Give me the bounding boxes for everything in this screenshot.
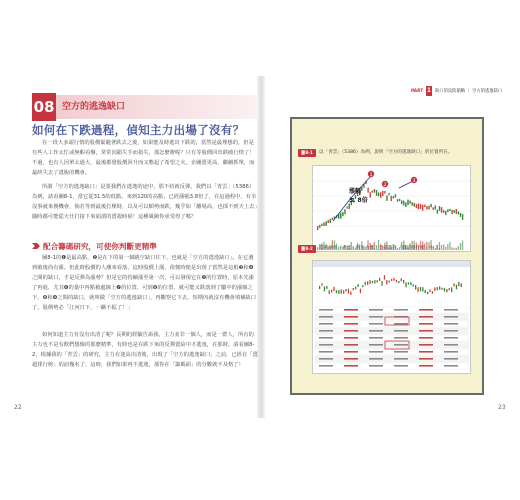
- f2-cell: [444, 309, 458, 311]
- section-number: 08: [32, 93, 56, 121]
- header-part-label: PART: [411, 89, 424, 94]
- figure-1-caption: 以「青雲」（5386）為例，說明「空方的逃逸缺口」的位置所在。: [319, 150, 453, 155]
- tip-title: 配合籌碼研究，可使你判斷更精準: [43, 242, 157, 251]
- f2-candle: [374, 280, 375, 283]
- figure-2-table-rows: [315, 307, 468, 369]
- f2-candle: [429, 289, 430, 292]
- f2-candle: [427, 292, 428, 294]
- candle: [321, 224, 322, 226]
- f2-candle: [420, 287, 421, 291]
- f2-candle: [398, 281, 399, 283]
- f2-candle: [367, 281, 368, 285]
- candle: [451, 210, 452, 214]
- page-number-right: 23: [498, 404, 506, 411]
- f2-cell: [419, 316, 433, 318]
- f2-cell: [319, 316, 333, 318]
- f2-cell: [444, 330, 458, 332]
- f2-cell: [319, 358, 333, 360]
- f2-cell: [419, 323, 433, 325]
- candle: [416, 204, 417, 208]
- candle: [380, 192, 381, 197]
- f2-cell: [369, 365, 383, 367]
- f2-cell: [419, 358, 433, 360]
- f2-candle: [451, 287, 452, 292]
- f2-cell: [394, 365, 408, 367]
- figure-2-price-series: [319, 275, 462, 295]
- f2-cell: [319, 309, 333, 311]
- f2-candle: [415, 285, 416, 289]
- f2-candle: [384, 275, 385, 280]
- f2-cell: [344, 330, 358, 332]
- figure-2-toolbar: [313, 261, 470, 267]
- volume-bar: [449, 242, 450, 250]
- candle: [378, 193, 379, 197]
- f2-candle: [458, 282, 459, 286]
- candle: [405, 202, 406, 207]
- f2-cell: [394, 309, 408, 311]
- f2-cell: [394, 358, 408, 360]
- marker-2-label: 2: [383, 182, 387, 188]
- f2-candle: [350, 292, 351, 295]
- f2-candle: [381, 281, 382, 286]
- candle: [441, 207, 442, 213]
- tip-arrow-icon: [32, 243, 40, 249]
- f2-candle: [425, 290, 426, 293]
- f2-cell: [369, 323, 383, 325]
- f2-candle: [324, 286, 325, 291]
- f2-cell: [419, 309, 433, 311]
- candle: [430, 204, 431, 207]
- candle: [319, 225, 320, 228]
- f2-cell: [394, 337, 408, 339]
- f2-candle: [365, 282, 366, 285]
- candle: [367, 188, 368, 193]
- f2-cell: [419, 344, 433, 346]
- f2-candle: [396, 280, 397, 282]
- f2-cell: [344, 323, 358, 325]
- f2-cell: [344, 309, 358, 311]
- f2-candle: [348, 289, 349, 294]
- f2-candle: [345, 289, 346, 291]
- candle: [370, 192, 371, 197]
- figure-1-chart-svg: [313, 166, 470, 251]
- f2-candle: [369, 280, 370, 284]
- f2-candle: [331, 290, 332, 293]
- volume-bar: [458, 246, 459, 250]
- f2-cell: [319, 323, 333, 325]
- f2-candle: [386, 280, 387, 284]
- candle: [401, 200, 402, 204]
- f2-cell: [419, 365, 433, 367]
- figure-2-tag: 圖8-2: [298, 245, 316, 253]
- f2-candle: [372, 281, 373, 283]
- candle: [342, 212, 343, 216]
- f2-candle: [336, 290, 337, 293]
- f2-candle: [389, 281, 390, 283]
- f2-cell: [444, 337, 458, 339]
- f2-cell: [319, 330, 333, 332]
- f2-candle: [377, 280, 378, 282]
- volume-bar: [456, 248, 457, 250]
- section-title: 空方的逃逸缺口: [62, 102, 126, 112]
- f2-candle: [326, 286, 327, 289]
- candle: [382, 191, 383, 196]
- f2-cell: [419, 351, 433, 353]
- candle: [372, 191, 373, 193]
- f2-cell: [444, 344, 458, 346]
- candle: [433, 207, 434, 210]
- header-title: 缺口的攻防韜略 ｜ 空方的逃逸缺口: [435, 89, 503, 94]
- candle: [456, 209, 457, 214]
- candle: [395, 194, 396, 197]
- f2-candle: [321, 283, 322, 285]
- candle: [325, 221, 326, 226]
- candle: [443, 210, 444, 213]
- candle: [412, 202, 413, 206]
- figure-1-candles: [317, 181, 463, 230]
- f2-cell: [444, 351, 458, 353]
- f2-candle: [444, 288, 445, 292]
- f2-cell: [319, 337, 333, 339]
- f2-candle: [432, 291, 433, 294]
- volume-bar: [445, 247, 446, 250]
- f2-cell: [319, 365, 333, 367]
- candle: [328, 220, 329, 223]
- candle: [361, 187, 362, 191]
- candle: [439, 206, 440, 211]
- f2-cell: [419, 330, 433, 332]
- f2-candle: [408, 282, 409, 284]
- f2-candle: [353, 288, 354, 290]
- candle: [426, 206, 427, 210]
- candle: [445, 211, 446, 215]
- marker-3-label: 3: [412, 178, 416, 184]
- candle: [449, 209, 450, 211]
- candle: [384, 191, 385, 194]
- candle: [346, 206, 347, 208]
- figure-1-markers: [368, 171, 417, 188]
- f2-candle: [393, 278, 394, 281]
- candle: [418, 203, 419, 209]
- header-part-number: 1: [426, 87, 432, 94]
- candle: [454, 210, 455, 213]
- f2-candle: [453, 283, 454, 286]
- candle: [414, 203, 415, 207]
- f2-candle: [362, 285, 363, 287]
- f2-cell: [344, 337, 358, 339]
- f2-cell: [369, 358, 383, 360]
- volume-bar: [447, 244, 448, 250]
- candle: [447, 209, 448, 212]
- volume-bar: [451, 247, 452, 250]
- f2-candle: [461, 283, 462, 287]
- question-title: 如何在下跌過程，偵知主力出場了沒有？: [32, 123, 245, 137]
- candle: [397, 199, 398, 202]
- candle: [386, 195, 387, 200]
- f2-cell: [369, 344, 383, 346]
- f2-cell: [369, 330, 383, 332]
- candle: [409, 201, 410, 204]
- candle: [424, 205, 425, 207]
- candle: [420, 204, 421, 209]
- f2-candle: [434, 288, 435, 291]
- f2-cell: [444, 358, 458, 360]
- figure-2-svg: [313, 261, 470, 373]
- f2-cell: [444, 323, 458, 325]
- f2-candle: [333, 287, 334, 291]
- book-gutter: [257, 76, 265, 418]
- f2-cell: [319, 351, 333, 353]
- candle: [403, 201, 404, 206]
- paragraph-1: 在一段大多頭行情的股價緊隨著跌去之後，如果能及時逃出下跌的，當然是最理想的，但是有些人工作太忙或無暇看盤，常常因錯失手而損失，那怎麼辦呢？只有等股價回出跌破行情了！不過，也有人因單太過大，最後都覺股價回升而又憋起了希望之火，企圖賣更高，繼續抓單，而最終失去了逃脫的機會。: [32, 140, 255, 176]
- f2-candle: [422, 287, 423, 291]
- paragraph-4: 如何知道主力有沒有出清了呢？長期的經驗告訴我，主力並非一個人，而是一群人，所有的主力也不是有飲們想像的那麼精準，有時也是在跌下來的反彈賣給中才逃逸，在那時，請看圖8-2，根據我的「青雲」的研究，主力在逢高出清後，出現了「空方的逃逸缺口」之前，已經在「賣超排行榜」的前幾名了，這時，我們如果再不逃逸，那你在「籌碼面」的分數就不及格了！: [32, 332, 258, 368]
- candle: [462, 214, 463, 220]
- candle: [435, 205, 436, 209]
- f2-cell: [394, 330, 408, 332]
- paragraph-2: 所謂「空方的逃逸缺口」是要我們在逃逸的途中，那不妨就反彈，我們以「青雲」（5386）為例，請看圖8-1，當它從31.5的低點，來到120的高點，已經漲幅3.8倍了，在這過程中，有幸沒事就來換機會，倘若等到最後打壓時，以及可以順勢而跌，幾乎如「離場高，也採不到天上去」隨時都可能從天仕打接下來崩潰的賣殺時候！這種風險你承受得了嗎？: [32, 184, 258, 220]
- f2-candle: [413, 284, 414, 286]
- f2-candle: [379, 278, 380, 281]
- f2-cell: [344, 365, 358, 367]
- f2-candle: [417, 287, 418, 292]
- f2-candle: [449, 288, 450, 290]
- f2-cell: [369, 337, 383, 339]
- candle: [422, 205, 423, 211]
- figure-2-broker-ranking-screenshot: [312, 260, 471, 374]
- figure-1-tag: 圖8-1: [298, 149, 316, 157]
- figure-1-gridlines: [313, 181, 470, 226]
- candle: [428, 206, 429, 210]
- f2-candle: [338, 290, 339, 294]
- candle: [323, 222, 324, 226]
- f2-cell: [369, 309, 383, 311]
- candle: [437, 210, 438, 214]
- candle: [391, 196, 392, 201]
- f2-candle: [391, 279, 392, 281]
- candle: [388, 193, 389, 195]
- f2-cell: [444, 316, 458, 318]
- f2-cell: [319, 344, 333, 346]
- volume-bar: [454, 248, 455, 250]
- volume-bar: [443, 245, 444, 250]
- f2-candle: [329, 290, 330, 294]
- candle: [344, 209, 345, 214]
- f2-candle: [343, 290, 344, 294]
- figure-1-candlestick-chart: [312, 165, 471, 252]
- f2-candle: [441, 288, 442, 290]
- volume-bar: [462, 240, 463, 250]
- f2-candle: [355, 287, 356, 290]
- candle: [340, 213, 341, 219]
- candle: [374, 189, 375, 193]
- f2-candle: [360, 289, 361, 293]
- candle: [330, 219, 331, 223]
- f2-candle: [403, 280, 404, 283]
- f2-cell: [369, 316, 383, 318]
- f2-cell: [344, 344, 358, 346]
- candle: [376, 190, 377, 196]
- figure-1-annotation-line1: 漲幅: [349, 188, 362, 195]
- f2-candle: [319, 286, 320, 289]
- candle: [317, 226, 318, 230]
- figure-1-annotation-line2: 3. 8倍: [349, 197, 368, 204]
- candle: [407, 200, 408, 206]
- f2-candle: [341, 289, 342, 293]
- f2-candle: [410, 282, 411, 285]
- candle: [393, 196, 394, 198]
- f2-cell: [369, 351, 383, 353]
- candle: [332, 218, 333, 220]
- f2-cell: [344, 316, 358, 318]
- volume-bar: [460, 243, 461, 250]
- f2-cell: [344, 351, 358, 353]
- f2-cell: [444, 365, 458, 367]
- figure-2-caption: 當初炒作「青雲」的主力群，全部都在「賣超排行榜」中了。: [319, 246, 444, 251]
- page-number-left: 22: [14, 404, 22, 411]
- f2-candle: [401, 278, 402, 281]
- f2-candle: [456, 285, 457, 290]
- f2-candle: [446, 289, 447, 292]
- f2-cell: [394, 344, 408, 346]
- f2-cell: [344, 358, 358, 360]
- candle: [399, 199, 400, 201]
- f2-candle: [439, 286, 440, 289]
- f2-cell: [394, 351, 408, 353]
- marker-1-label: 1: [369, 172, 373, 178]
- paragraph-3: 圖8-1的❶是最高點，❷是在下的第一個跳空缺口往下，也就是「空方的逃逸缺口」。在它遇到破後尚有漲，但此時股價的人潮來看落，這時股價上漲，依便時便是出現了當然是這根❸和❹之間的缺口，才是反彈為漲勢？但是它的持續漲至第一次，可以發現它在❺的位置時，原本先漲了再進，尤其❻的量中再點被處線上❼的位置，可到❽的位置，就可能又跌落到了屬中的漲線之下，❽和❾之間的缺口，就叫做「空方的逃逸缺口」，再觀察它下去，短期內就沒有機會填補缺口了，股價勢必「江河日下，一蹶不振了！」: [32, 255, 257, 311]
- candle: [458, 211, 459, 214]
- f2-candle: [437, 287, 438, 290]
- f2-cell: [419, 337, 433, 339]
- f2-candle: [405, 282, 406, 287]
- f2-cell: [394, 323, 408, 325]
- f2-candle: [357, 284, 358, 287]
- candle: [460, 213, 461, 217]
